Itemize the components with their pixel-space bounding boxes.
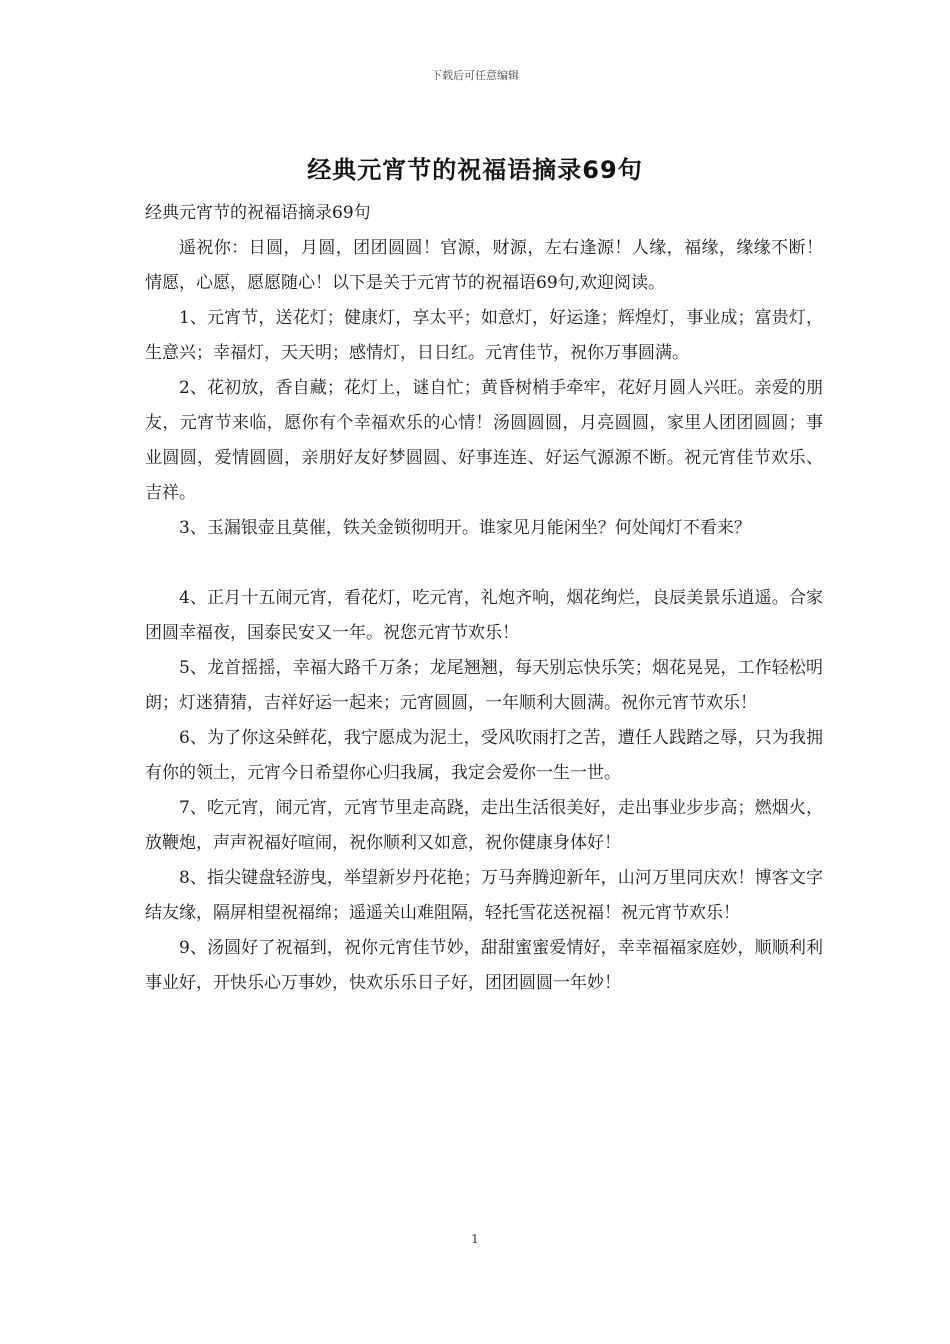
blessing-paragraph-8: 8、指尖键盘轻游曳，举望新岁丹花艳；万马奔腾迎新年，山河万里同庆欢！博客文字结友缘，隔屏相望祝福绵；遥遥关山难阻隔，轻托雪花送祝福！祝元宵节欢乐！ [145,868,823,923]
blessing-paragraph-9: 9、汤圆好了祝福到，祝你元宵佳节妙，甜甜蜜蜜爱情好，幸幸福福家庭妙，顺顺利利事业好，开快乐心万事妙，快欢乐乐日子好，团团圆圆一年妙！ [145,938,823,993]
paragraph-spacer [145,546,823,581]
blessing-paragraph-2: 2、花初放，香自藏；花灯上，谜自忙；黄昏树梢手牵牢，花好月圆人兴旺。亲爱的朋友，元宵节来临，愿你有个幸福欢乐的心情！汤圆圆圆，月亮圆圆，家里人团团圆圆；事业圆圆，爱情圆圆，亲朋好友好梦圆圆、好事连连、好运气源源不断。祝元宵佳节欢乐、吉祥。 [145,378,823,503]
intro-paragraph: 遥祝你：日圆，月圆，团团圆圆！官源，财源，左右逢源！人缘，福缘，缘缘不断！情愿，心愿，愿愿随心！以下是关于元宵节的祝福语69句,欢迎阅读。 [145,238,823,293]
blessing-paragraph-6: 6、为了你这朵鲜花，我宁愿成为泥土，受风吹雨打之苦，遭任人践踏之辱，只为我拥有你的领土，元宵今日希望你心归我属，我定会爱你一生一世。 [145,728,823,783]
blessing-paragraph-4: 4、正月十五闹元宵，看花灯，吃元宵，礼炮齐响，烟花绚烂，良辰美景乐逍遥。合家团圆幸福夜，国泰民安又一年。祝您元宵节欢乐！ [145,588,823,643]
page-number: 1 [471,1232,479,1246]
blessing-paragraph-3: 3、玉漏银壶且莫催，铁关金锁彻明开。谁家见月能闲坐？何处闻灯不看来？ [179,518,751,538]
page-title: 经典元宵节的祝福语摘录69句 [307,156,643,184]
subtitle-line: 经典元宵节的祝福语摘录69句 [145,203,371,223]
blessing-paragraph-7: 7、吃元宵，闹元宵，元宵节里走高跷，走出生活很美好，走出事业步步高；燃烟火，放鞭炮，声声祝福好喧闹，祝你顺利又如意，祝你健康身体好！ [145,798,823,853]
blessing-paragraph-5: 5、龙首摇摇，幸福大路千万条；龙尾翘翘，每天别忘快乐笑；烟花晃晃，工作轻松明朗；灯迷猜猜，吉祥好运一起来；元宵圆圆，一年顺利大圆满。祝你元宵节欢乐！ [145,658,823,713]
document-body [145,196,823,1001]
header-note: 下载后可任意编辑 [431,69,519,82]
blessing-paragraph-1: 1、元宵节，送花灯；健康灯，享太平；如意灯，好运逢；辉煌灯，事业成；富贵灯，生意兴；幸福灯，天天明；感情灯，日日红。元宵佳节，祝你万事圆满。 [145,308,823,363]
